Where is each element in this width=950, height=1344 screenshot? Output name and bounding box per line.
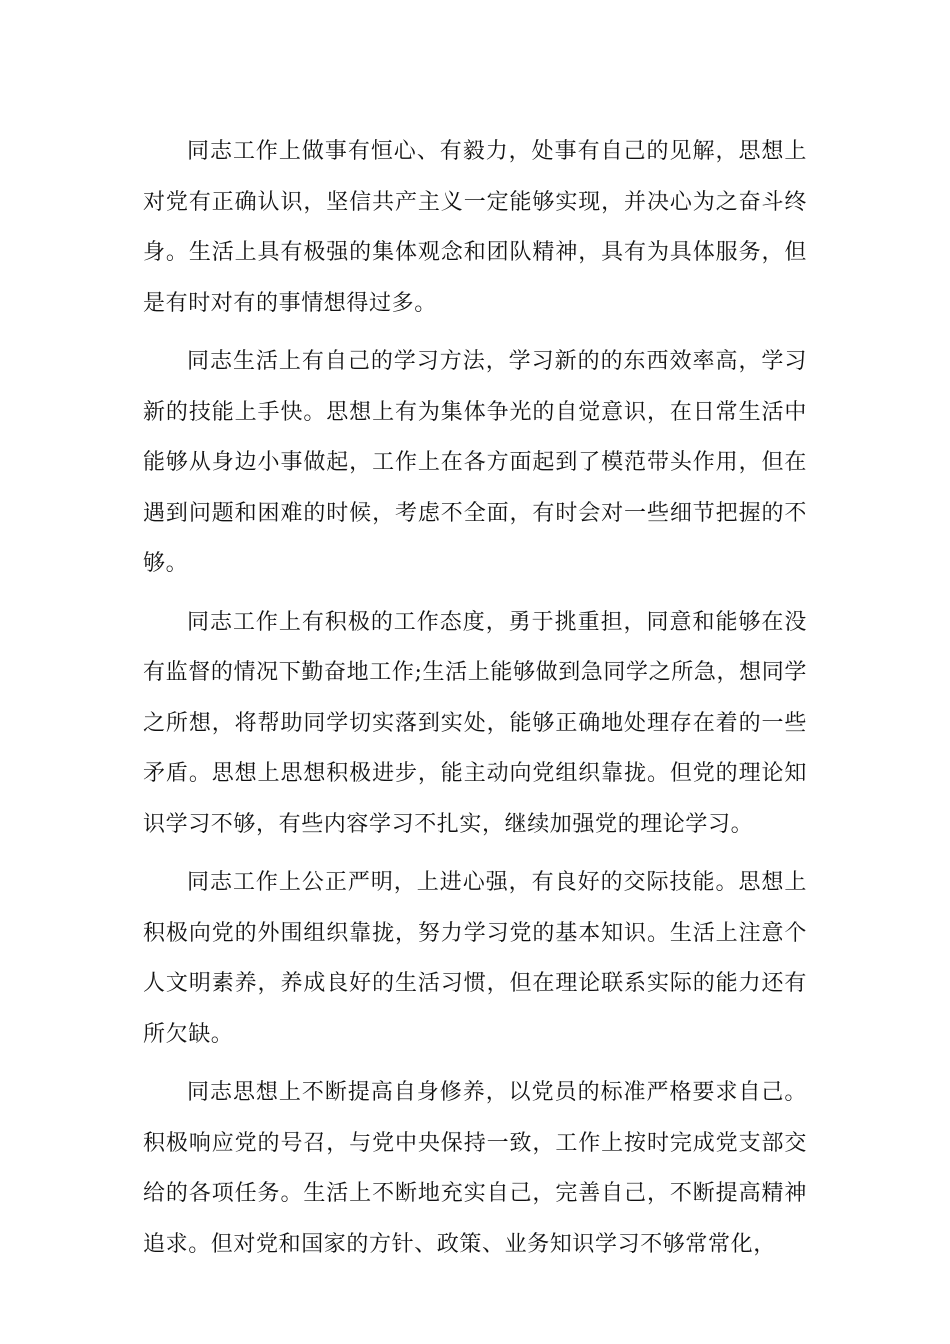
paragraph-2: 同志生活上有自己的学习方法，学习新的的东西效率高，学习新的技能上手快。思想上有为集体争光的自觉意识，在日常生活中能够从身边小事做起，工作上在各方面起到了模范带头作用，但在遇到问题和困难的时候，考虑不全面，有时会对一些细节把握的不够。 — [143, 349, 807, 576]
paragraph-4: 同志工作上公正严明，上进心强，有良好的交际技能。思想上积极向党的外围组织靠拢，努力学习党的基本知识。生活上注意个人文明素养，养成良好的生活习惯，但在理论联系实际的能力还有所欠缺。 — [143, 870, 807, 1047]
paragraph-1: 同志工作上做事有恒心、有毅力，处事有自己的见解，思想上对党有正确认识，坚信共产主义一定能够实现，并决心为之奋斗终身。生活上具有极强的集体观念和团队精神，具有为具体服务，但是有时对有的事情想得过多。 — [143, 139, 807, 316]
document-body — [143, 127, 807, 1278]
paragraph-3: 同志工作上有积极的工作态度，勇于挑重担，同意和能够在没有监督的情况下勤奋地工作;生活上能够做到急同学之所急，想同学之所想，将帮助同学切实落到实处，能够正确地处理存在着的一些矛盾。思想上思想积极进步，能主动向党组织靠拢。但党的理论知识学习不够，有些内容学习不扎实，继续加强党的理论学习。 — [143, 609, 807, 837]
paragraph-5: 同志思想上不断提高自身修养，以党员的标准严格要求自己。积极响应党的号召，与党中央保持一致，工作上按时完成党支部交给的各项任务。生活上不断地充实自己，完善自己，不断提高精神追求。但对党和国家的方针、政策、业务知识学习不够常常化， — [143, 1080, 807, 1257]
